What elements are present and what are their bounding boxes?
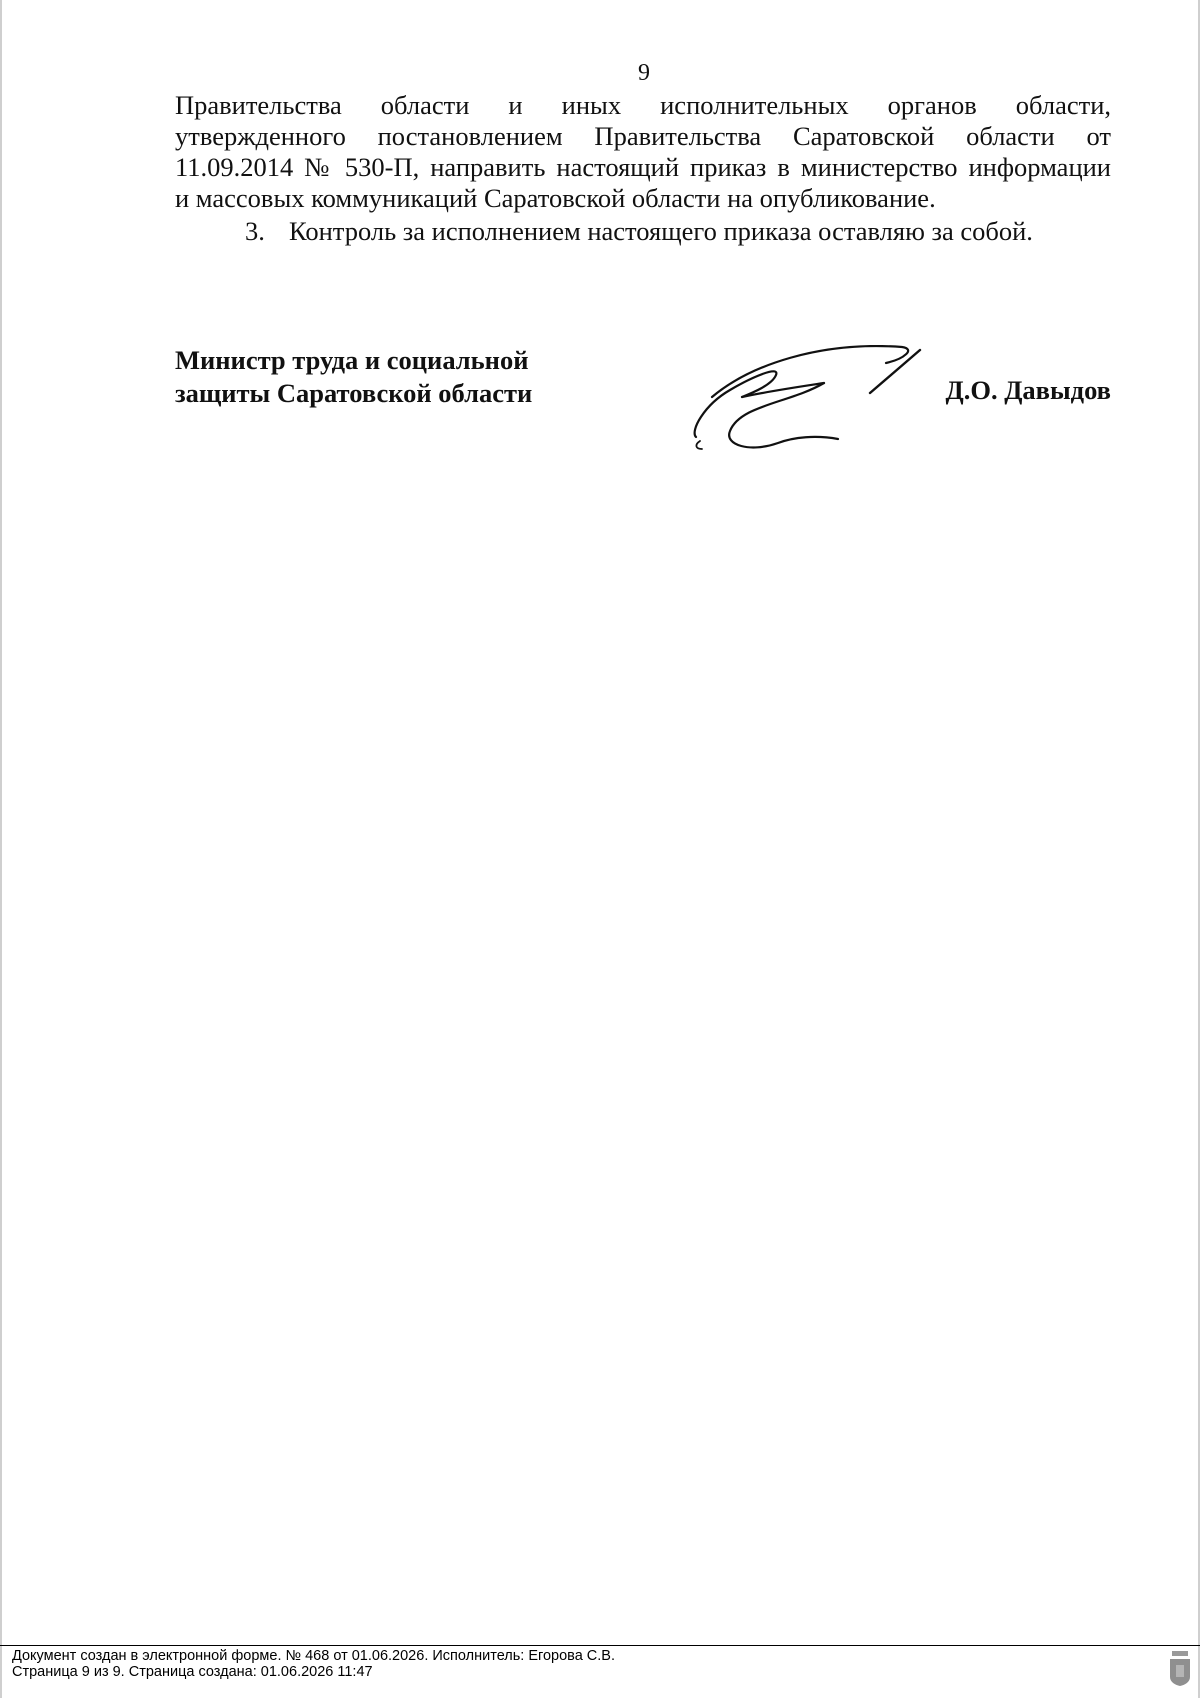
paragraph-line: 11.09.2014 № 530-П, направить настоящий приказ в министерство информации	[175, 152, 1111, 182]
footer	[12, 1648, 615, 1680]
footer-line-document-info: Документ создан в электронной форме. № 468 от 01.06.2026. Исполнитель: Егорова С.В.	[12, 1648, 616, 1664]
page-number: 9	[638, 60, 650, 86]
footer-divider	[0, 1645, 1200, 1646]
page-border-left	[0, 0, 2, 1698]
list-item-number: 3.	[245, 216, 265, 246]
paragraph-line: Правительства области и иных исполнительных органов области,	[175, 90, 1111, 120]
list-item-text: Контроль за исполнением настоящего приказа оставляю за собой.	[289, 216, 1033, 246]
list-item-3	[245, 216, 1033, 247]
signatory-title-line: Министр труда и социальной	[175, 345, 529, 375]
signatory-title-line: защиты Саратовской области	[175, 378, 533, 408]
paragraph-line: утвержденного постановлением Правительства Саратовской области от	[175, 121, 1111, 151]
paragraph-line: и массовых коммуникаций Саратовской области на опубликование.	[175, 183, 936, 213]
signatory-title	[175, 344, 532, 410]
footer-line-page-info: Страница 9 из 9. Страница создана: 01.06.2026 11:47	[12, 1664, 373, 1680]
signatory-name: Д.О. Давыдов	[945, 375, 1111, 405]
handwritten-signature	[690, 345, 930, 465]
coat-of-arms-icon	[1168, 1651, 1192, 1687]
document-body	[175, 90, 1111, 214]
